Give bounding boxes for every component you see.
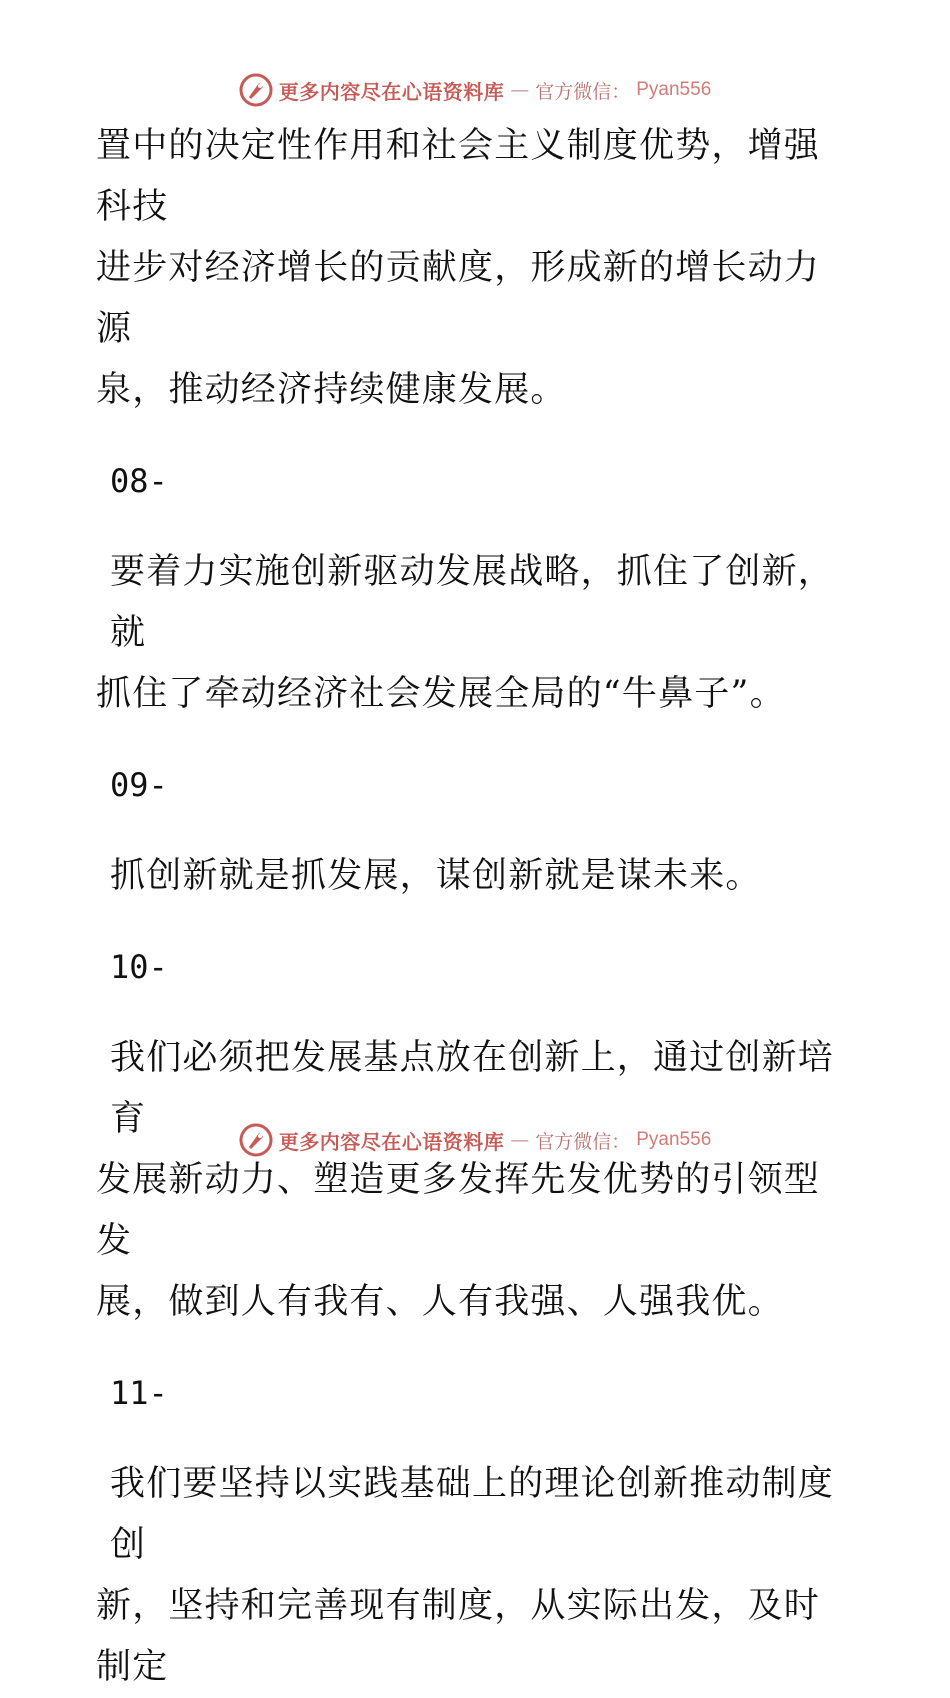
item-number-11: 11- [110, 1374, 168, 1412]
paragraph-line: 我们要坚持以实践基础上的理论创新推动制度创 [110, 1464, 835, 1565]
watermark-wechat-id: Pyan556 [636, 1129, 712, 1150]
pen-nib-logo-icon [239, 73, 273, 107]
paragraph-line: 抓创新就是抓发展，谋创新就是谋未来。 [110, 856, 762, 896]
header-watermark [0, 70, 950, 110]
paragraph-line: 进步对经济增长的贡献度，形成新的增长动力源 [96, 248, 821, 349]
paragraph-11 [96, 1454, 856, 1698]
watermark-separator: — [510, 1129, 530, 1151]
paragraph-line: 展，做到人有我有、人有我强、人强我优。 [96, 1282, 784, 1322]
paragraph-09 [96, 846, 856, 907]
watermark-wechat-id: Pyan556 [636, 79, 712, 100]
pen-nib-logo-icon [239, 1123, 273, 1157]
paragraph-line: 泉，推动经济持续健康发展。 [96, 370, 567, 410]
item-number-09: 09- [110, 766, 168, 804]
paragraph-line: 新，坚持和完善现有制度，从实际出发，及时制定 [96, 1586, 821, 1687]
paragraph-08 [96, 542, 856, 725]
item-number-10: 10- [110, 948, 168, 986]
paragraph-line: 我们必须把发展基点放在创新上，通过创新培育 [110, 1038, 835, 1139]
paragraph-line: 置中的决定性作用和社会主义制度优势，增强科技 [96, 126, 821, 227]
paragraph-line: 抓住了牵动经济社会发展全局的“牛鼻子”。 [96, 674, 786, 714]
footer-watermark [0, 1120, 950, 1160]
paragraph-line: 发展新动力、塑造更多发挥先发优势的引领型发 [96, 1160, 821, 1261]
document-body [96, 116, 856, 1698]
paragraph-line: 要着力实施创新驱动发展战略，抓住了创新，就 [110, 552, 835, 653]
watermark-text: 更多内容尽在心语资料库 [278, 79, 505, 104]
watermark-official-label: 官方微信： [535, 80, 631, 103]
watermark-official-label: 官方微信： [535, 1130, 631, 1153]
paragraph-intro [96, 116, 856, 421]
watermark-separator: — [510, 79, 530, 101]
watermark-text: 更多内容尽在心语资料库 [278, 1129, 505, 1154]
item-number-08: 08- [110, 462, 168, 500]
paragraph-10 [96, 1028, 856, 1333]
